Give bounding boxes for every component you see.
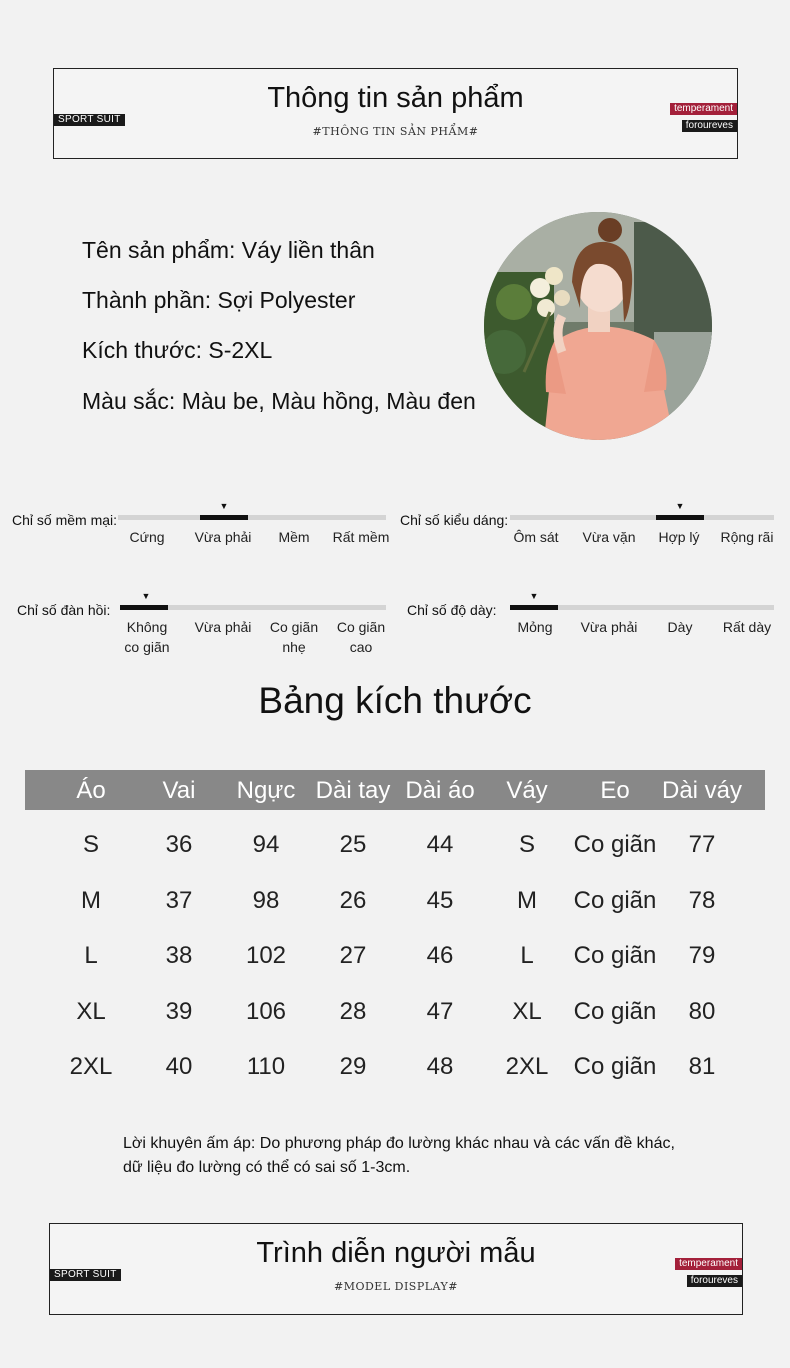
table-cell: 44	[426, 831, 454, 858]
header-cell: Dài áo	[405, 777, 475, 804]
table-cell: Co giãn	[573, 831, 657, 858]
table-cell: 80	[688, 998, 716, 1025]
elasticity-option: Co giãn cao	[336, 619, 386, 655]
header-cell: Váy	[506, 777, 548, 804]
thickness-option: Dày	[667, 619, 693, 635]
table-cell: 106	[245, 998, 287, 1025]
softness-option: Rất mềm	[332, 529, 390, 545]
table-cell: 28	[339, 998, 367, 1025]
table-cell: 27	[339, 942, 367, 969]
banner-title: Trình diễn người mẫu	[256, 1237, 536, 1269]
elasticity-index-label: Chỉ số đàn hồi:	[17, 602, 111, 618]
banner-subtitle: #MODEL DISPLAY#	[333, 1280, 459, 1293]
softness-marker-icon: ▼	[219, 501, 229, 511]
sport-suit-tag: SPORT SUIT	[54, 114, 125, 126]
header-cell: Dài tay	[315, 777, 391, 804]
table-cell: XL	[512, 998, 542, 1025]
thickness-track	[510, 591, 774, 610]
product-colors: Màu sắc: Màu be, Màu hồng, Màu đen	[82, 388, 476, 414]
fit-index-label: Chỉ số kiểu dáng:	[400, 512, 509, 528]
table-cell: L	[84, 942, 98, 969]
softness-option: Vừa phải	[194, 529, 252, 545]
elasticity-option: Vừa phải	[194, 619, 252, 635]
header-cell: Eo	[600, 777, 630, 804]
table-cell: L	[520, 942, 534, 969]
product-name: Tên sản phẩm: Váy liền thân	[82, 237, 375, 263]
table-cell: 110	[246, 1053, 286, 1080]
header-cell: Dài váy	[661, 777, 743, 804]
header-cell: Vai	[162, 777, 196, 804]
table-cell: 25	[339, 831, 367, 858]
table-cell: 39	[165, 998, 193, 1025]
fit-option: Rộng rãi	[720, 529, 774, 545]
fit-selected-segment	[656, 515, 704, 520]
table-cell: Co giãn	[573, 887, 657, 914]
thickness-selected-segment	[510, 605, 558, 610]
temperament-tag: temperament	[675, 1258, 742, 1270]
fit-track	[510, 501, 774, 520]
footer-banner	[49, 1223, 743, 1315]
thickness-index-label: Chỉ số độ dày:	[407, 602, 497, 618]
table-cell: Co giãn	[573, 998, 657, 1025]
table-cell: 78	[688, 887, 716, 914]
table-cell: 26	[339, 887, 367, 914]
table-cell: Co giãn	[573, 1053, 657, 1080]
softness-option: Mềm	[278, 529, 310, 545]
table-cell: 2XL	[505, 1053, 549, 1080]
product-material: Thành phần: Sợi Polyester	[82, 287, 356, 313]
table-cell: 38	[165, 942, 193, 969]
note-line: dữ liệu đo lường có thể có sai số 1-3cm.	[123, 1159, 411, 1176]
banner-subtitle: #THÔNG TIN SẢN PHẨM#	[312, 125, 479, 138]
elasticity-selected-segment	[120, 605, 168, 610]
measurement-note	[123, 1132, 675, 1180]
table-cell: 98	[252, 887, 280, 914]
table-cell: 46	[426, 942, 454, 969]
header-cell: Áo	[76, 777, 106, 804]
elasticity-marker-icon: ▼	[141, 591, 151, 601]
sport-suit-tag: SPORT SUIT	[50, 1269, 121, 1281]
table-cell: Co giãn	[573, 942, 657, 969]
table-cell: 37	[165, 887, 193, 914]
foroureves-tag: foroureves	[687, 1275, 742, 1287]
softness-option: Cứng	[129, 529, 165, 545]
table-cell: 45	[426, 887, 454, 914]
temperament-tag: temperament	[670, 103, 737, 115]
table-cell: 40	[165, 1053, 193, 1080]
table-cell: S	[82, 831, 100, 858]
thickness-option: Vừa phải	[580, 619, 638, 635]
table-cell: 94	[252, 831, 280, 858]
header-banner	[53, 68, 738, 159]
fit-marker-icon: ▼	[675, 501, 685, 511]
product-size: Kích thước: S-2XL	[82, 337, 273, 363]
thickness-option: Rất dày	[722, 619, 772, 635]
note-line: Lời khuyên ấm áp: Do phương pháp đo lường khác nhau và các vấn đề khác,	[123, 1135, 675, 1152]
table-cell: 79	[688, 942, 716, 969]
table-cell: 48	[426, 1053, 454, 1080]
table-cell: M	[81, 887, 101, 914]
thickness-option: Mỏng	[517, 619, 553, 635]
fit-option: Hợp lý	[658, 529, 700, 545]
elasticity-track	[120, 591, 386, 610]
softness-track	[118, 501, 386, 520]
fit-option: Ôm sát	[513, 529, 559, 545]
table-cell: M	[517, 887, 537, 914]
banner-title: Thông tin sản phẩm	[267, 82, 524, 114]
softness-selected-segment	[200, 515, 248, 520]
table-cell: 47	[426, 998, 454, 1025]
size-table-title: Bảng kích thước	[258, 680, 532, 721]
elasticity-option: Co giãn nhẹ	[269, 619, 319, 655]
table-cell: 102	[245, 942, 287, 969]
softness-index-label: Chỉ số mềm mại:	[12, 512, 118, 528]
table-cell: S	[518, 831, 536, 858]
model-photo	[484, 212, 712, 440]
table-cell: 2XL	[69, 1053, 113, 1080]
table-cell: 81	[688, 1053, 716, 1080]
foroureves-tag: foroureves	[682, 120, 737, 132]
thickness-marker-icon: ▼	[529, 591, 539, 601]
size-table-header	[25, 770, 765, 810]
elasticity-option: Không co giãn	[124, 619, 170, 655]
fit-option: Vừa vặn	[582, 529, 636, 545]
header-cell: Ngực	[236, 777, 296, 804]
table-cell: 29	[339, 1053, 367, 1080]
table-cell: 36	[165, 831, 193, 858]
table-cell: 77	[688, 831, 716, 858]
table-cell: XL	[76, 998, 106, 1025]
